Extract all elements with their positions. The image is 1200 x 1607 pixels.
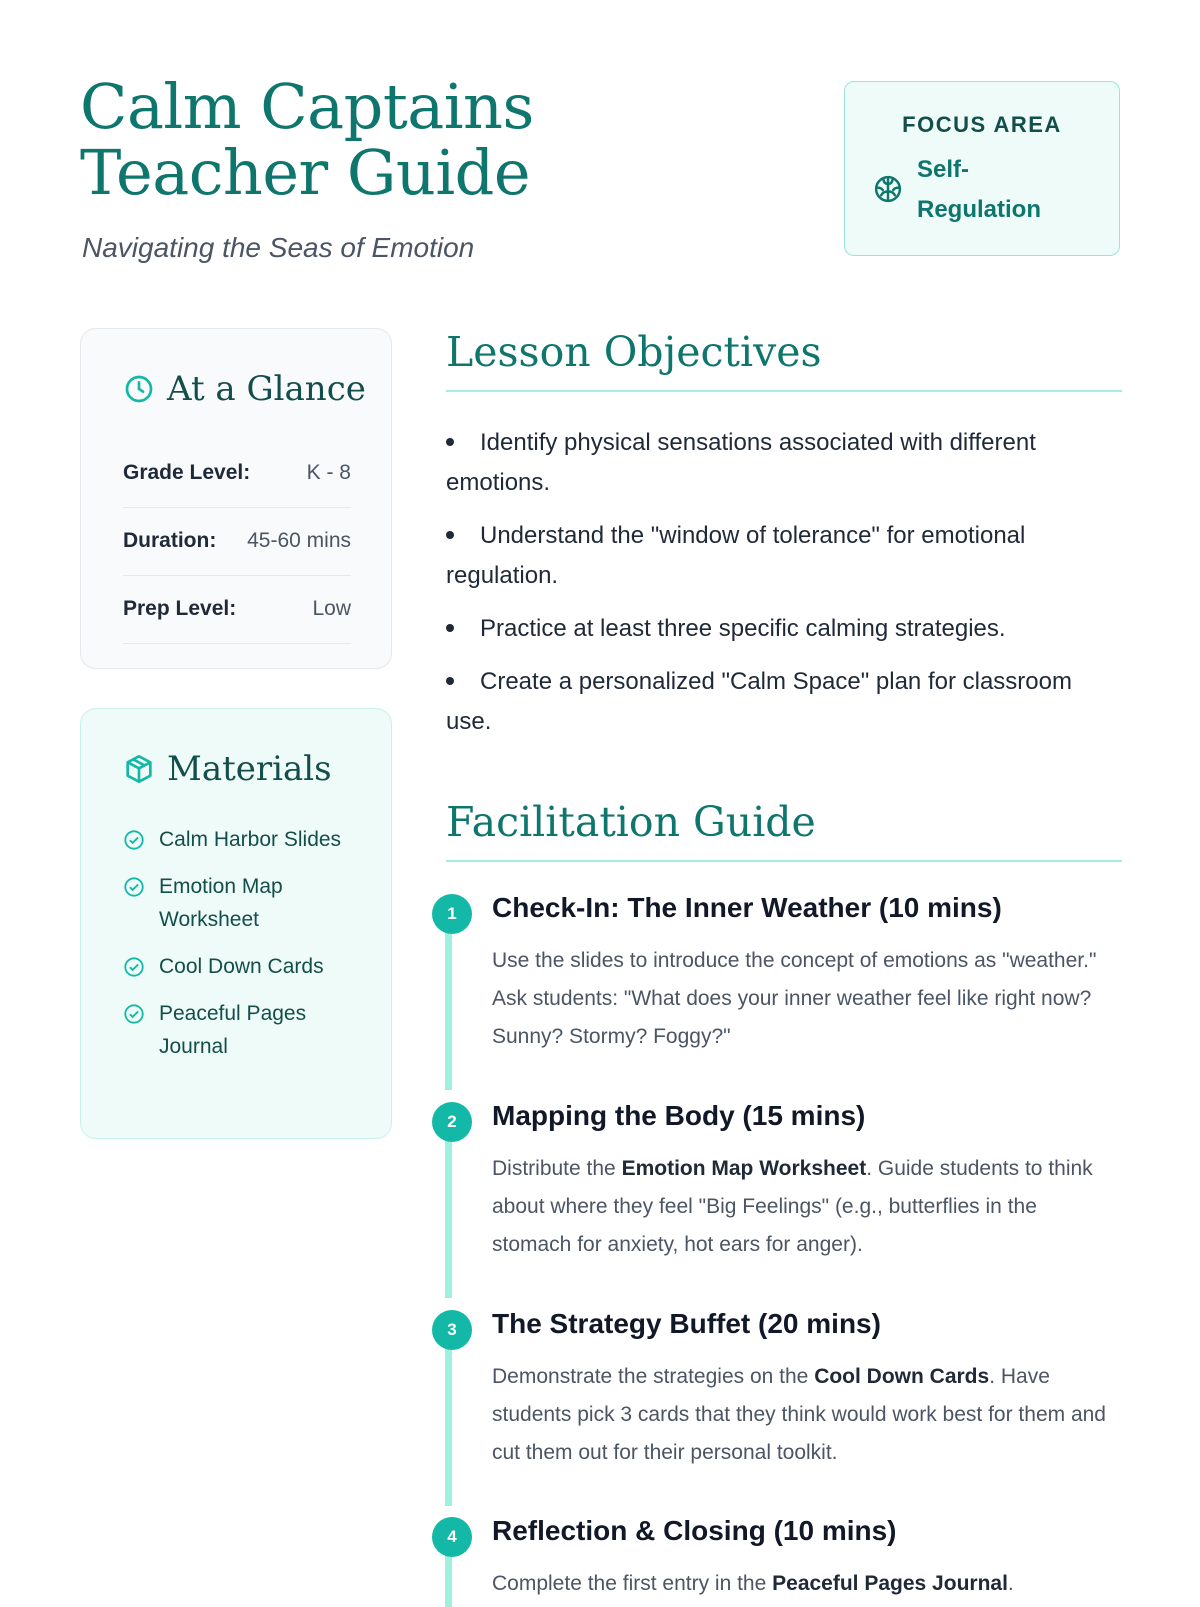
step-title: Mapping the Body (15 mins) [492, 1100, 866, 1131]
step-number-badge: 1 [432, 894, 472, 934]
step-title: Check-In: The Inner Weather (10 mins) [492, 892, 1002, 923]
glance-row-duration [123, 507, 351, 576]
step-number-badge: 2 [432, 1102, 472, 1142]
focus-area-card [844, 81, 1120, 256]
materials-item [123, 950, 363, 983]
step-description: Use the slides to introduce the concept of emotions as "weather." Ask students: "What does your inner weather feel like right now? Sunny? Stormy? Foggy?" [492, 949, 1097, 1048]
materials-item-label: Calm Harbor Slides [159, 828, 342, 851]
objective-text: Practice at least three specific calming strategies. [480, 615, 1006, 642]
materials-title: Materials [167, 749, 332, 789]
bullet-icon [446, 677, 454, 685]
glance-row-grade [123, 439, 351, 508]
glance-value: 45-60 mins [247, 529, 351, 552]
timeline-rail [445, 1132, 452, 1298]
glance-label: Duration: [123, 529, 217, 552]
bullet-icon [446, 438, 454, 446]
at-a-glance-heading [123, 369, 366, 409]
focus-area-label: FOCUS AREA [902, 112, 1062, 137]
check-circle-icon [123, 1003, 145, 1025]
step-title: The Strategy Buffet (20 mins) [492, 1308, 881, 1339]
glance-value: K - 8 [306, 461, 351, 484]
step-number-badge: 4 [432, 1517, 472, 1557]
objective-item [446, 423, 1122, 503]
brain-icon [873, 174, 903, 204]
check-circle-icon [123, 876, 145, 898]
facilitation-guide-heading: Facilitation Guide [446, 798, 1122, 862]
bullet-icon [446, 624, 454, 632]
at-a-glance-card [80, 328, 392, 669]
step-description: Demonstrate the strategies on the Cool Down Cards. Have students pick 3 cards that they think would work best for them and cut them out for their personal toolkit. [492, 1365, 1106, 1464]
step-number-badge: 3 [432, 1310, 472, 1350]
glance-label: Grade Level: [123, 461, 251, 484]
at-a-glance-title: At a Glance [167, 369, 366, 409]
objective-text: Create a personalized "Calm Space" plan for classroom use. [446, 668, 1072, 735]
step-title: Reflection & Closing (10 mins) [492, 1515, 897, 1546]
materials-item-label: Emotion Map Worksheet [159, 875, 283, 931]
objective-item [446, 662, 1122, 742]
objective-item [446, 609, 1122, 649]
glance-label: Prep Level: [123, 597, 237, 620]
package-icon [123, 753, 155, 785]
materials-card [80, 708, 392, 1139]
material-reference: Emotion Map Worksheet [621, 1157, 867, 1180]
glance-row-prep [123, 575, 351, 644]
focus-area-value: Self-Regulation [917, 156, 1041, 223]
materials-item [123, 870, 363, 936]
objective-item [446, 516, 1122, 596]
objectives-list [446, 423, 1122, 755]
objective-text: Identify physical sensations associated with different emotions. [446, 429, 1036, 496]
timeline-rail [445, 924, 452, 1090]
step-description: Distribute the Emotion Map Worksheet. Guide students to think about where they feel "Big Feelings" (e.g., butterflies in the stomach for anxiety, hot ears for anger). [492, 1157, 1093, 1256]
material-reference: Cool Down Cards [814, 1365, 990, 1388]
page-subtitle: Navigating the Seas of Emotion [82, 232, 475, 263]
materials-item-label: Peaceful Pages Journal [159, 1002, 307, 1058]
lesson-objectives-heading: Lesson Objectives [446, 328, 1122, 392]
page-title: Calm Captains Teacher Guide [80, 70, 534, 209]
materials-item [123, 997, 363, 1063]
materials-heading [123, 749, 332, 789]
materials-item-label: Cool Down Cards [159, 955, 324, 978]
glance-value: Low [312, 597, 351, 620]
materials-item [123, 823, 363, 856]
bullet-icon [446, 531, 454, 539]
objective-text: Understand the "window of tolerance" for emotional regulation. [446, 522, 1026, 589]
clock-icon [123, 373, 155, 405]
step-description: Complete the first entry in the Peaceful Pages Journal. [492, 1572, 1014, 1595]
material-reference: Peaceful Pages Journal [772, 1572, 1008, 1595]
check-circle-icon [123, 956, 145, 978]
timeline-rail [445, 1340, 452, 1506]
check-circle-icon [123, 829, 145, 851]
materials-list [123, 823, 363, 1077]
